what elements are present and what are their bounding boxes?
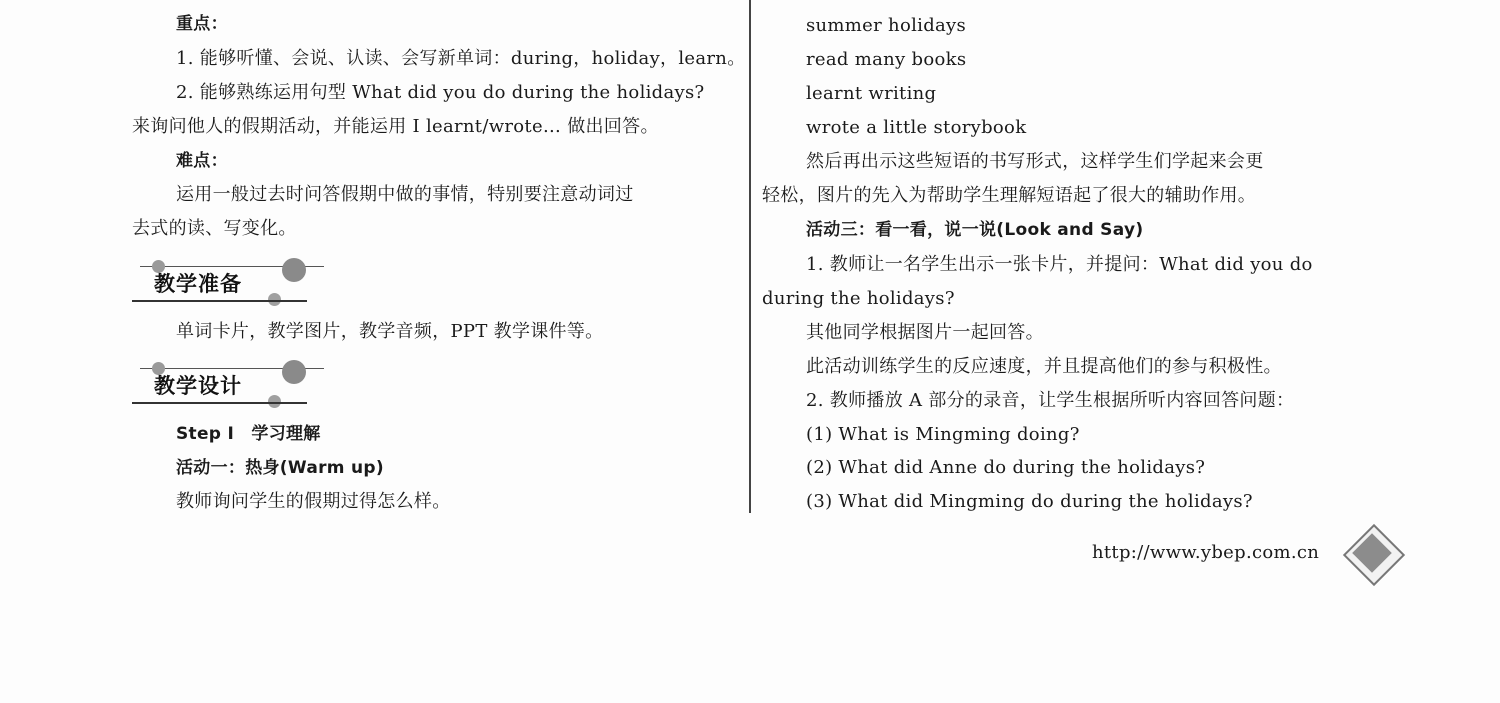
phrase-item: wrote a little storybook — [806, 117, 1027, 138]
key-point-1: 1. 能够听懂、会说、认读、会写新单词：during，holiday，learn。 — [176, 48, 746, 69]
question-item: (1) What is Mingming doing? — [806, 424, 1080, 445]
activity-3-item-1: 1. 教师让一名学生出示一张卡片，并提问：What did you do — [806, 254, 1313, 275]
column-divider — [749, 0, 751, 513]
activity-3-title: 活动三：看一看，说一说(Look and Say) — [806, 220, 1144, 240]
step-heading: Step Ⅰ 学习理解 — [176, 424, 321, 444]
paragraph-continued: 轻松，图片的先入为帮助学生理解短语起了很大的辅助作用。 — [762, 185, 1257, 206]
phrase-item: read many books — [806, 49, 967, 70]
difficulty-1-continued: 去式的读、写变化。 — [132, 218, 297, 239]
activity-3-item-1-continued: during the holidays? — [762, 288, 955, 309]
rule-bottom — [132, 402, 307, 404]
paragraph: 然后再出示这些短语的书写形式，这样学生们学起来会更 — [806, 151, 1264, 172]
question-item: (2) What did Anne do during the holidays? — [806, 457, 1206, 478]
activity-3-item-2: 2. 教师播放 A 部分的录音，让学生根据所听内容回答问题： — [806, 390, 1295, 411]
difficulties-label: 难点： — [176, 151, 228, 171]
section-title: 教学准备 — [154, 272, 242, 296]
rule-tick-right — [310, 266, 322, 267]
key-point-2: 2. 能够熟练运用句型 What did you do during the holidays? — [176, 82, 705, 103]
phrase-item: summer holidays — [806, 15, 967, 36]
activity-3-text: 其他同学根据图片一起回答。 — [806, 322, 1044, 343]
question-item: (3) What did Mingming do during the holidays? — [806, 491, 1253, 512]
activity-3-text: 此活动训练学生的反应速度，并且提高他们的参与积极性。 — [806, 356, 1282, 377]
difficulty-1: 运用一般过去时问答假期中做的事情，特别要注意动词过 — [176, 184, 634, 205]
section-title: 教学设计 — [154, 374, 242, 398]
activity-1-title: 活动一：热身(Warm up) — [176, 458, 384, 478]
section-heading-preparation — [132, 262, 332, 312]
rule-bottom — [132, 300, 307, 302]
footer-url: http://www.ybep.com.cn — [1092, 542, 1320, 563]
preparation-text: 单词卡片，教学图片，教学音频，PPT 教学课件等。 — [176, 321, 604, 342]
section-heading-design — [132, 364, 332, 414]
phrase-item: learnt writing — [806, 83, 937, 104]
decor-dot-large — [282, 258, 306, 282]
rule-tick-right — [310, 368, 322, 369]
decor-dot-large — [282, 360, 306, 384]
key-point-2-continued: 来询问他人的假期活动，并能运用 I learnt/wrote… 做出回答。 — [132, 116, 659, 137]
diamond-icon — [1344, 525, 1400, 581]
activity-1-text: 教师询问学生的假期过得怎么样。 — [176, 491, 451, 512]
key-points-label: 重点： — [176, 14, 228, 34]
